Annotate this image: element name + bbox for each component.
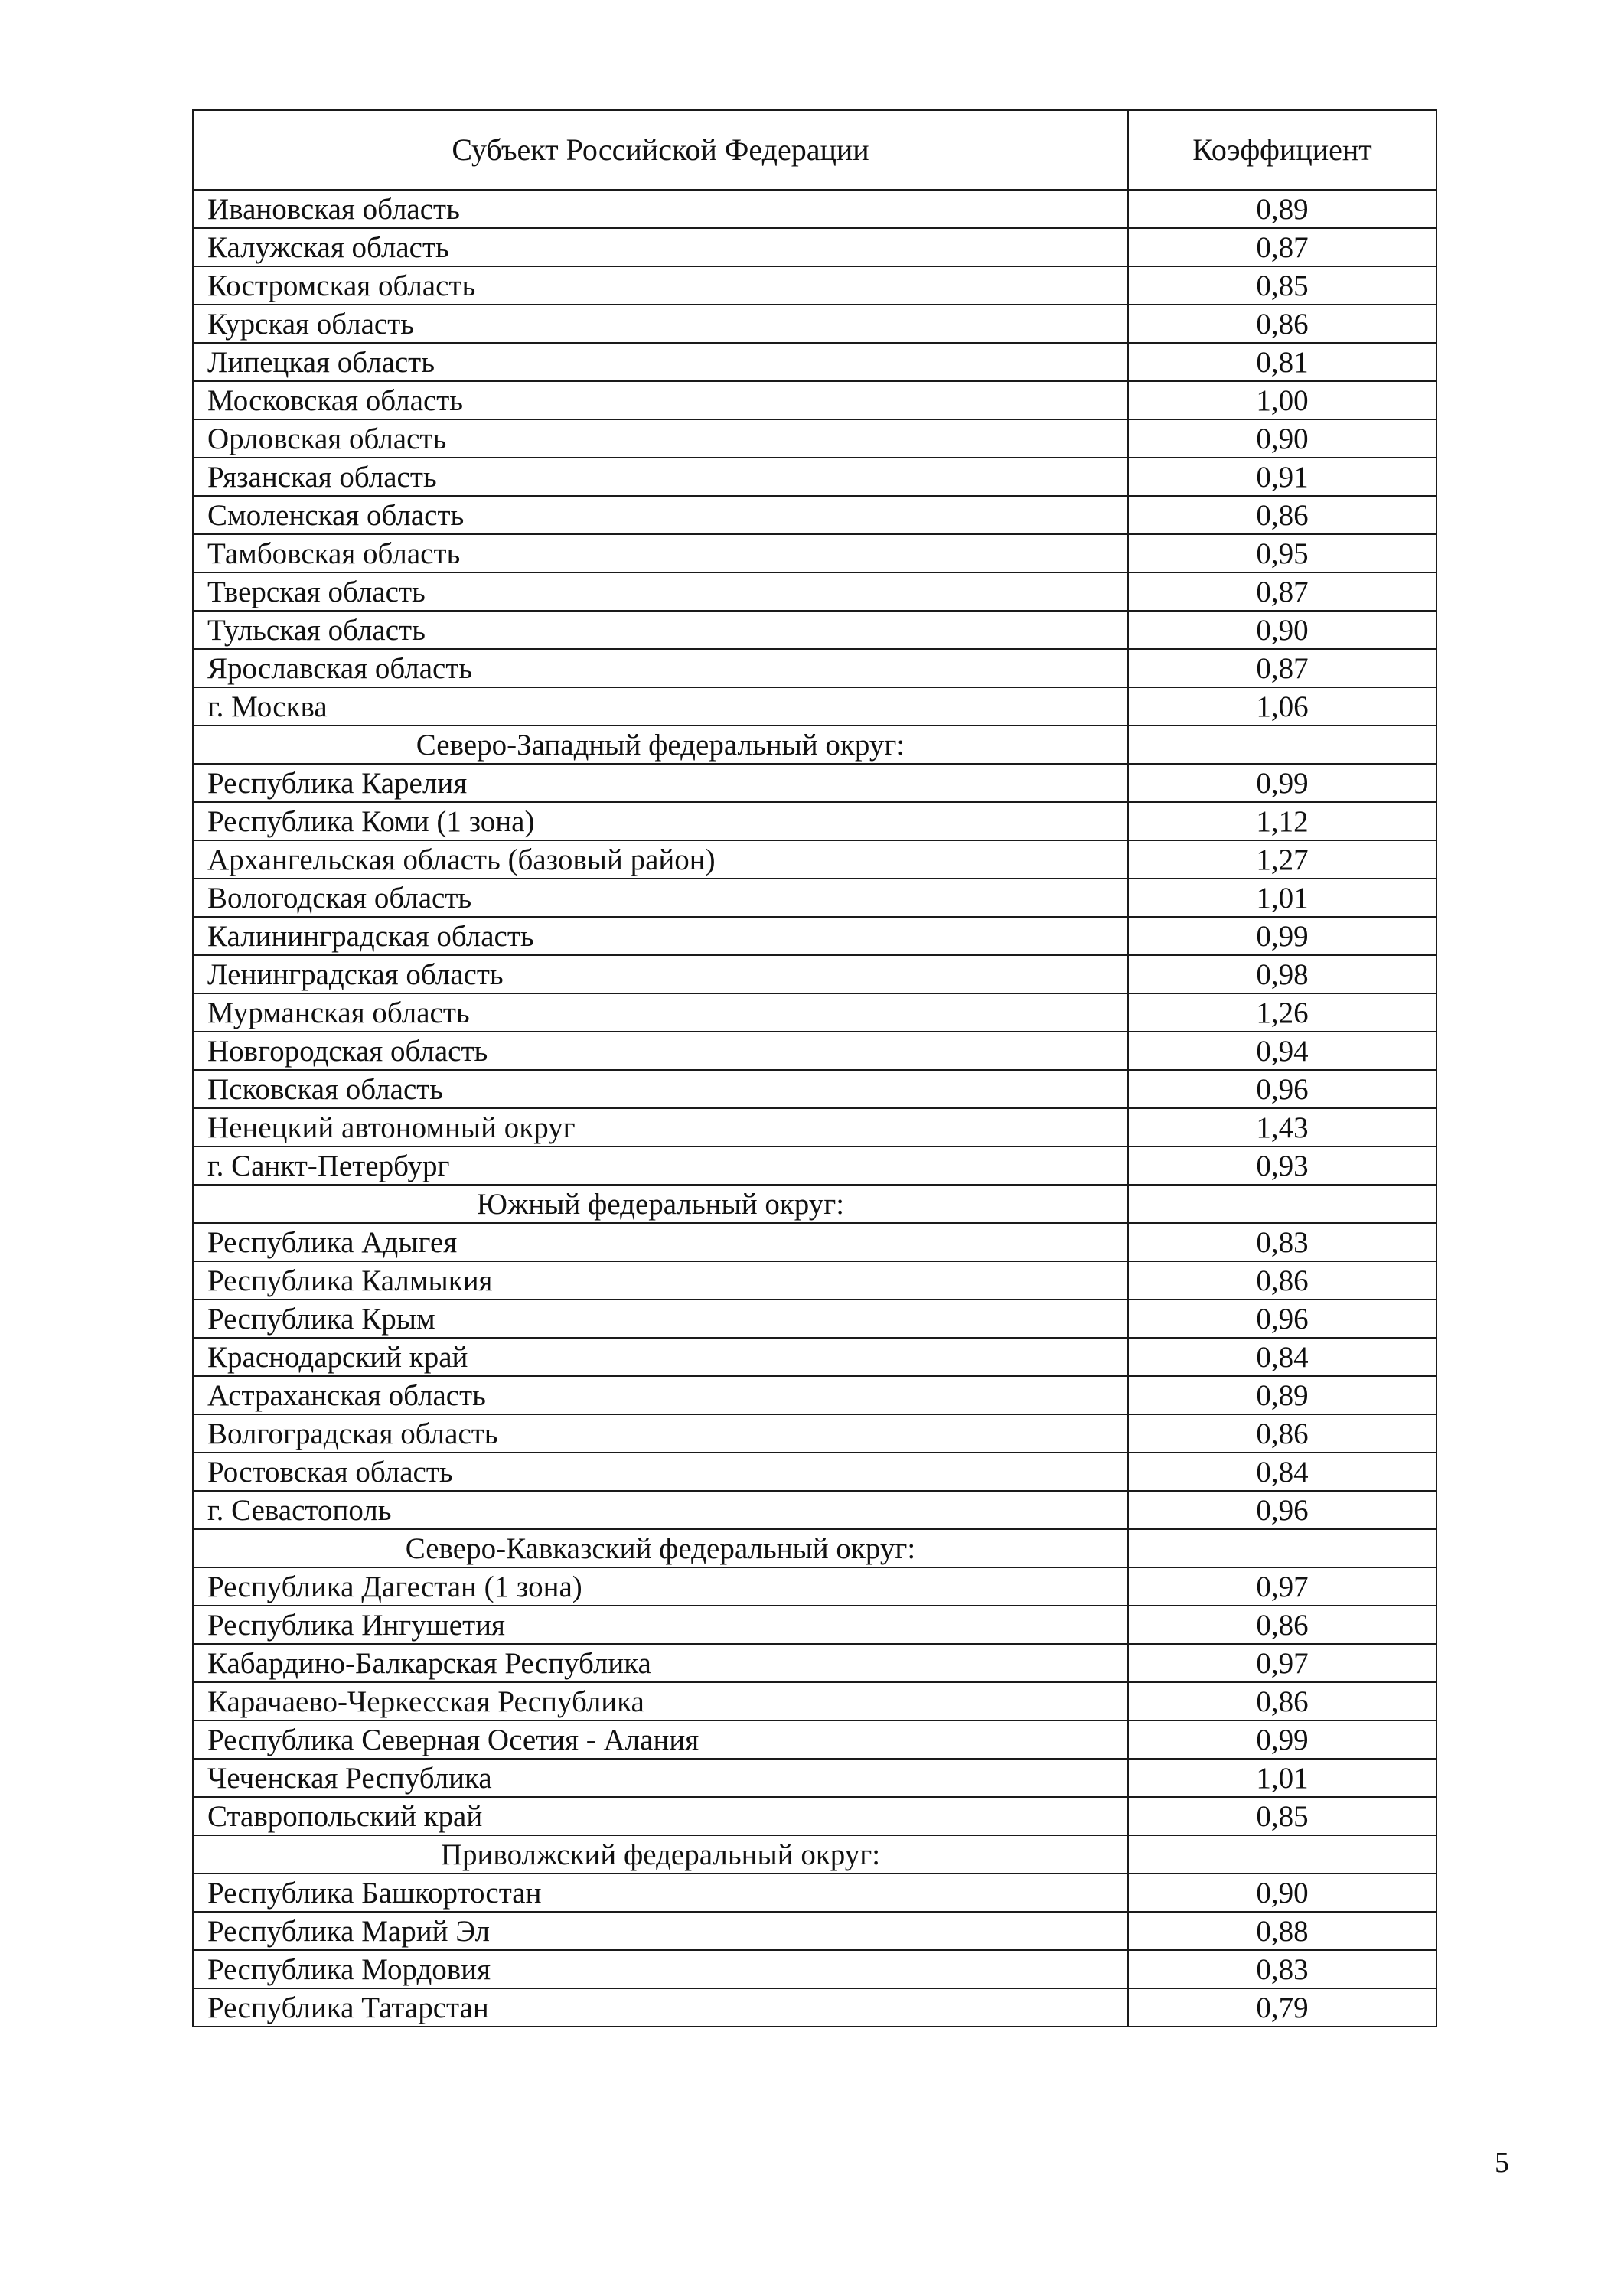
table-row [193, 1874, 1436, 1912]
coefficient-value: 0,96 [1128, 1491, 1436, 1529]
coefficient-value: 0,86 [1128, 1682, 1436, 1720]
region-name: Республика Крым [193, 1300, 1128, 1338]
table-row [193, 1453, 1436, 1491]
region-name: Республика Ингушетия [193, 1606, 1128, 1644]
table-row [193, 305, 1436, 343]
coefficient-value: 0,90 [1128, 611, 1436, 649]
section-title: Северо-Кавказский федеральный округ: [193, 1529, 1128, 1567]
region-name: Республика Марий Эл [193, 1912, 1128, 1950]
region-name: Ярославская область [193, 649, 1128, 687]
region-name: Смоленская область [193, 496, 1128, 534]
region-name: Тверская область [193, 572, 1128, 611]
table-row [193, 840, 1436, 879]
coefficient-value: 0,86 [1128, 1414, 1436, 1453]
region-name: Тамбовская область [193, 534, 1128, 572]
table-row [193, 1912, 1436, 1950]
region-name: Чеченская Республика [193, 1759, 1128, 1797]
section-row [193, 1529, 1436, 1567]
coefficient-value: 1,43 [1128, 1108, 1436, 1146]
table-row [193, 802, 1436, 840]
table-row [193, 1720, 1436, 1759]
table-row [193, 458, 1436, 496]
section-title: Приволжский федеральный округ: [193, 1835, 1128, 1874]
region-name: Карачаево-Черкесская Республика [193, 1682, 1128, 1720]
coefficient-value: 1,00 [1128, 381, 1436, 419]
region-name: Республика Башкортостан [193, 1874, 1128, 1912]
coefficient-value: 1,06 [1128, 687, 1436, 726]
coefficient-value: 1,27 [1128, 840, 1436, 879]
region-name: г. Санкт-Петербург [193, 1146, 1128, 1185]
coefficient-value: 0,93 [1128, 1146, 1436, 1185]
coefficient-value: 0,83 [1128, 1223, 1436, 1261]
table-row [193, 649, 1436, 687]
region-name: Тульская область [193, 611, 1128, 649]
section-row [193, 1185, 1436, 1223]
table-row [193, 955, 1436, 993]
region-name: Астраханская область [193, 1376, 1128, 1414]
table-row [193, 1759, 1436, 1797]
coefficient-value: 0,97 [1128, 1567, 1436, 1606]
table-row [193, 993, 1436, 1032]
coefficient-value: 0,91 [1128, 458, 1436, 496]
coefficient-value: 0,99 [1128, 917, 1436, 955]
table-row [193, 190, 1436, 228]
table-row [193, 1300, 1436, 1338]
region-name: г. Москва [193, 687, 1128, 726]
region-name: Псковская область [193, 1070, 1128, 1108]
region-name: Республика Коми (1 зона) [193, 802, 1128, 840]
table-row [193, 381, 1436, 419]
coefficient-value: 0,86 [1128, 1261, 1436, 1300]
table-row [193, 1950, 1436, 1988]
coefficient-value: 0,86 [1128, 305, 1436, 343]
region-name: Республика Северная Осетия - Алания [193, 1720, 1128, 1759]
coefficient-value: 0,87 [1128, 228, 1436, 266]
region-name: Кабардино-Балкарская Республика [193, 1644, 1128, 1682]
table-row [193, 1223, 1436, 1261]
region-name: Курская область [193, 305, 1128, 343]
coefficient-value: 0,96 [1128, 1070, 1436, 1108]
region-name: Калининградская область [193, 917, 1128, 955]
header-coefficient: Коэффициент [1128, 110, 1436, 190]
table-row [193, 1988, 1436, 2027]
coefficient-value: 0,87 [1128, 649, 1436, 687]
coefficient-value: 0,97 [1128, 1644, 1436, 1682]
table-row [193, 1414, 1436, 1453]
table-row [193, 496, 1436, 534]
table-row [193, 1491, 1436, 1529]
table-row [193, 572, 1436, 611]
region-name: Республика Калмыкия [193, 1261, 1128, 1300]
coefficient-value: 0,86 [1128, 1606, 1436, 1644]
coefficient-value: 0,96 [1128, 1300, 1436, 1338]
coefficient-value: 0,94 [1128, 1032, 1436, 1070]
region-name: Ставропольский край [193, 1797, 1128, 1835]
region-name: Рязанская область [193, 458, 1128, 496]
table-row [193, 228, 1436, 266]
region-name: Вологодская область [193, 879, 1128, 917]
header-subject: Субъект Российской Федерации [193, 110, 1128, 190]
table-body [193, 190, 1436, 2027]
coefficient-value: 0,85 [1128, 1797, 1436, 1835]
region-name: Мурманская область [193, 993, 1128, 1032]
table-row [193, 1108, 1436, 1146]
table-row [193, 1797, 1436, 1835]
region-name: Волгоградская область [193, 1414, 1128, 1453]
region-name: г. Севастополь [193, 1491, 1128, 1529]
region-name: Ивановская область [193, 190, 1128, 228]
coefficient-value: 0,85 [1128, 266, 1436, 305]
coefficient-value: 0,90 [1128, 419, 1436, 458]
coefficient-value: 0,95 [1128, 534, 1436, 572]
table-row [193, 1338, 1436, 1376]
coefficient-value: 1,26 [1128, 993, 1436, 1032]
region-name: Республика Дагестан (1 зона) [193, 1567, 1128, 1606]
region-name: Новгородская область [193, 1032, 1128, 1070]
section-value-empty [1128, 1529, 1436, 1567]
coefficient-value: 1,01 [1128, 879, 1436, 917]
table-row [193, 534, 1436, 572]
table-row [193, 1644, 1436, 1682]
table-row [193, 1146, 1436, 1185]
region-name: Ленинградская область [193, 955, 1128, 993]
table-row [193, 1376, 1436, 1414]
region-name: Республика Адыгея [193, 1223, 1128, 1261]
table-row [193, 343, 1436, 381]
coefficient-value: 0,89 [1128, 190, 1436, 228]
section-value-empty [1128, 726, 1436, 764]
table-row [193, 1606, 1436, 1644]
section-title: Северо-Западный федеральный округ: [193, 726, 1128, 764]
coefficient-value: 0,99 [1128, 1720, 1436, 1759]
coefficient-value: 1,01 [1128, 1759, 1436, 1797]
coefficient-value: 0,98 [1128, 955, 1436, 993]
section-row [193, 726, 1436, 764]
region-name: Орловская область [193, 419, 1128, 458]
table-row [193, 611, 1436, 649]
region-name: Республика Карелия [193, 764, 1128, 802]
table-row [193, 1070, 1436, 1108]
coefficient-value: 0,81 [1128, 343, 1436, 381]
coefficient-value: 0,87 [1128, 572, 1436, 611]
table-row [193, 1261, 1436, 1300]
coefficient-value: 0,83 [1128, 1950, 1436, 1988]
table-row [193, 687, 1436, 726]
table-row [193, 917, 1436, 955]
region-name: Костромская область [193, 266, 1128, 305]
table-row [193, 419, 1436, 458]
coefficient-value: 0,84 [1128, 1338, 1436, 1376]
coefficient-value: 0,84 [1128, 1453, 1436, 1491]
section-value-empty [1128, 1835, 1436, 1874]
table-row [193, 1567, 1436, 1606]
region-name: Московская область [193, 381, 1128, 419]
region-name: Республика Мордовия [193, 1950, 1128, 1988]
page-number: 5 [1495, 2147, 1509, 2179]
section-title: Южный федеральный округ: [193, 1185, 1128, 1223]
coefficient-value: 0,90 [1128, 1874, 1436, 1912]
coefficient-value: 0,79 [1128, 1988, 1436, 2027]
table-row [193, 1682, 1436, 1720]
coefficient-value: 0,99 [1128, 764, 1436, 802]
region-name: Республика Татарстан [193, 1988, 1128, 2027]
coefficient-table [192, 109, 1437, 2027]
table-row [193, 879, 1436, 917]
region-name: Калужская область [193, 228, 1128, 266]
region-name: Липецкая область [193, 343, 1128, 381]
coefficient-value: 0,89 [1128, 1376, 1436, 1414]
coefficient-value: 1,12 [1128, 802, 1436, 840]
region-name: Архангельская область (базовый район) [193, 840, 1128, 879]
table-header-row [193, 110, 1436, 190]
region-name: Краснодарский край [193, 1338, 1128, 1376]
coefficient-value: 0,88 [1128, 1912, 1436, 1950]
coefficient-value: 0,86 [1128, 496, 1436, 534]
table-row [193, 764, 1436, 802]
coefficient-table-container [192, 109, 1436, 2027]
region-name: Ненецкий автономный округ [193, 1108, 1128, 1146]
region-name: Ростовская область [193, 1453, 1128, 1491]
section-value-empty [1128, 1185, 1436, 1223]
table-row [193, 266, 1436, 305]
section-row [193, 1835, 1436, 1874]
table-row [193, 1032, 1436, 1070]
